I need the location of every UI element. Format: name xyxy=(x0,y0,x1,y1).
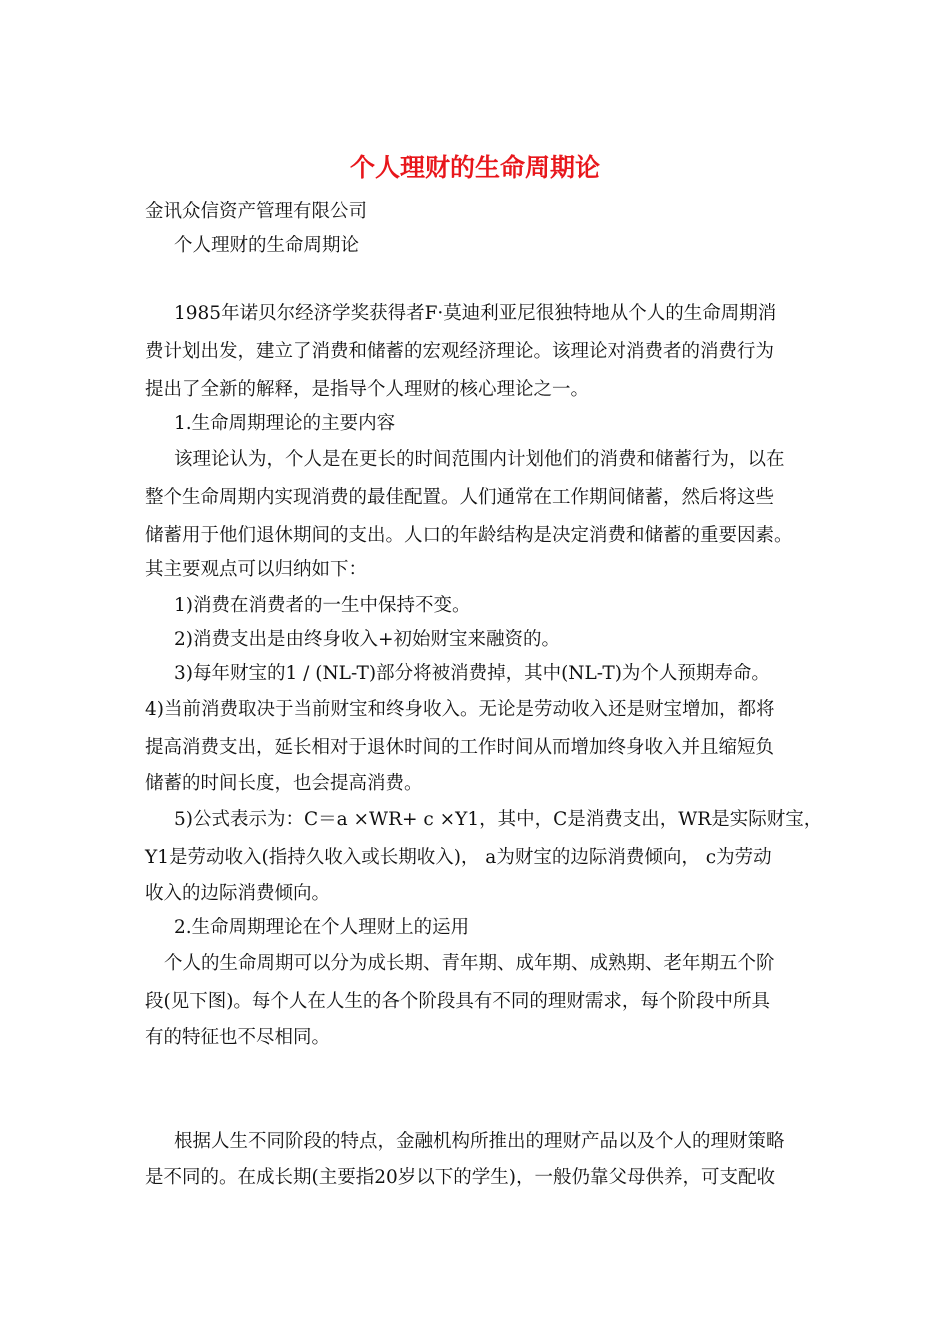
section1-heading: 1.生命周期理论的主要内容 xyxy=(174,413,396,434)
section1-para-line-3: 储蓄用于他们退休期间的支出。人口的年龄结构是决定消费和储蓄的重要因素。 xyxy=(145,525,793,546)
point-2: 2)消费支出是由终身收入+初始财宝来融资的。 xyxy=(174,629,560,650)
closing-para-line-2: 是不同的。在成长期(主要指20岁以下的学生)，一般仍靠父母供养，可支配收 xyxy=(145,1167,775,1188)
section2-para-line-3: 有的特征也不尽相同。 xyxy=(145,1027,331,1048)
point-3: 3)每年财宝的1 / (NL-T)部分将被消费掉，其中(NL-T)为个人预期寿命。 xyxy=(174,663,770,684)
point-4-line-3: 储蓄的时间长度，也会提高消费。 xyxy=(145,773,423,794)
section2-para-line-1: 个人的生命周期可以分为成长期、青年期、成年期、成熟期、老年期五个阶 xyxy=(164,953,775,974)
point-4-line-1: 4)当前消费取决于当前财宝和终身收入。无论是劳动收入还是财宝增加，都将 xyxy=(145,699,775,720)
intro-line-3: 提出了全新的解释，是指导个人理财的核心理论之一。 xyxy=(145,379,590,400)
point-1: 1)消费在消费者的一生中保持不变。 xyxy=(174,595,471,616)
point-5-line-3: 收入的边际消费倾向。 xyxy=(145,883,331,904)
section2-heading: 2.生命周期理论在个人理财上的运用 xyxy=(174,917,470,938)
section1-para-line-1: 该理论认为，个人是在更长的时间范围内计划他们的消费和储蓄行为，以在 xyxy=(174,449,785,470)
point-4-line-2: 提高消费支出，延长相对于退休时间的工作时间从而增加终身收入并且缩短负 xyxy=(145,737,775,758)
closing-para-line-1: 根据人生不同阶段的特点，金融机构所推出的理财产品以及个人的理财策略 xyxy=(174,1131,785,1152)
document-title: 个人理财的生命周期论 xyxy=(349,153,600,182)
company-name: 金讯众信资产管理有限公司 xyxy=(145,201,368,222)
point-5-line-1: 5)公式表示为：C＝a ×WR+ c ×Y1，其中，C是消费支出，WR是实际财宝， xyxy=(174,809,823,830)
section2-para-line-2: 段(见下图)。每个人在人生的各个阶段具有不同的理财需求，每个阶段中所具 xyxy=(145,991,770,1012)
section1-para-line-2: 整个生命周期内实现消费的最佳配置。人们通常在工作期间储蓄，然后将这些 xyxy=(145,487,775,508)
section1-para-line-4: 其主要观点可以归纳如下： xyxy=(145,559,368,580)
point-5-line-2: Y1是劳动收入(指持久收入或长期收入)， a为财宝的边际消费倾向， c为劳动 xyxy=(145,847,772,868)
document-subtitle: 个人理财的生命周期论 xyxy=(174,235,360,256)
intro-line-2: 费计划出发，建立了消费和储蓄的宏观经济理论。该理论对消费者的消费行为 xyxy=(145,341,775,362)
intro-line-1: 1985年诺贝尔经济学奖获得者F·莫迪利亚尼很独特地从个人的生命周期消 xyxy=(174,303,777,324)
